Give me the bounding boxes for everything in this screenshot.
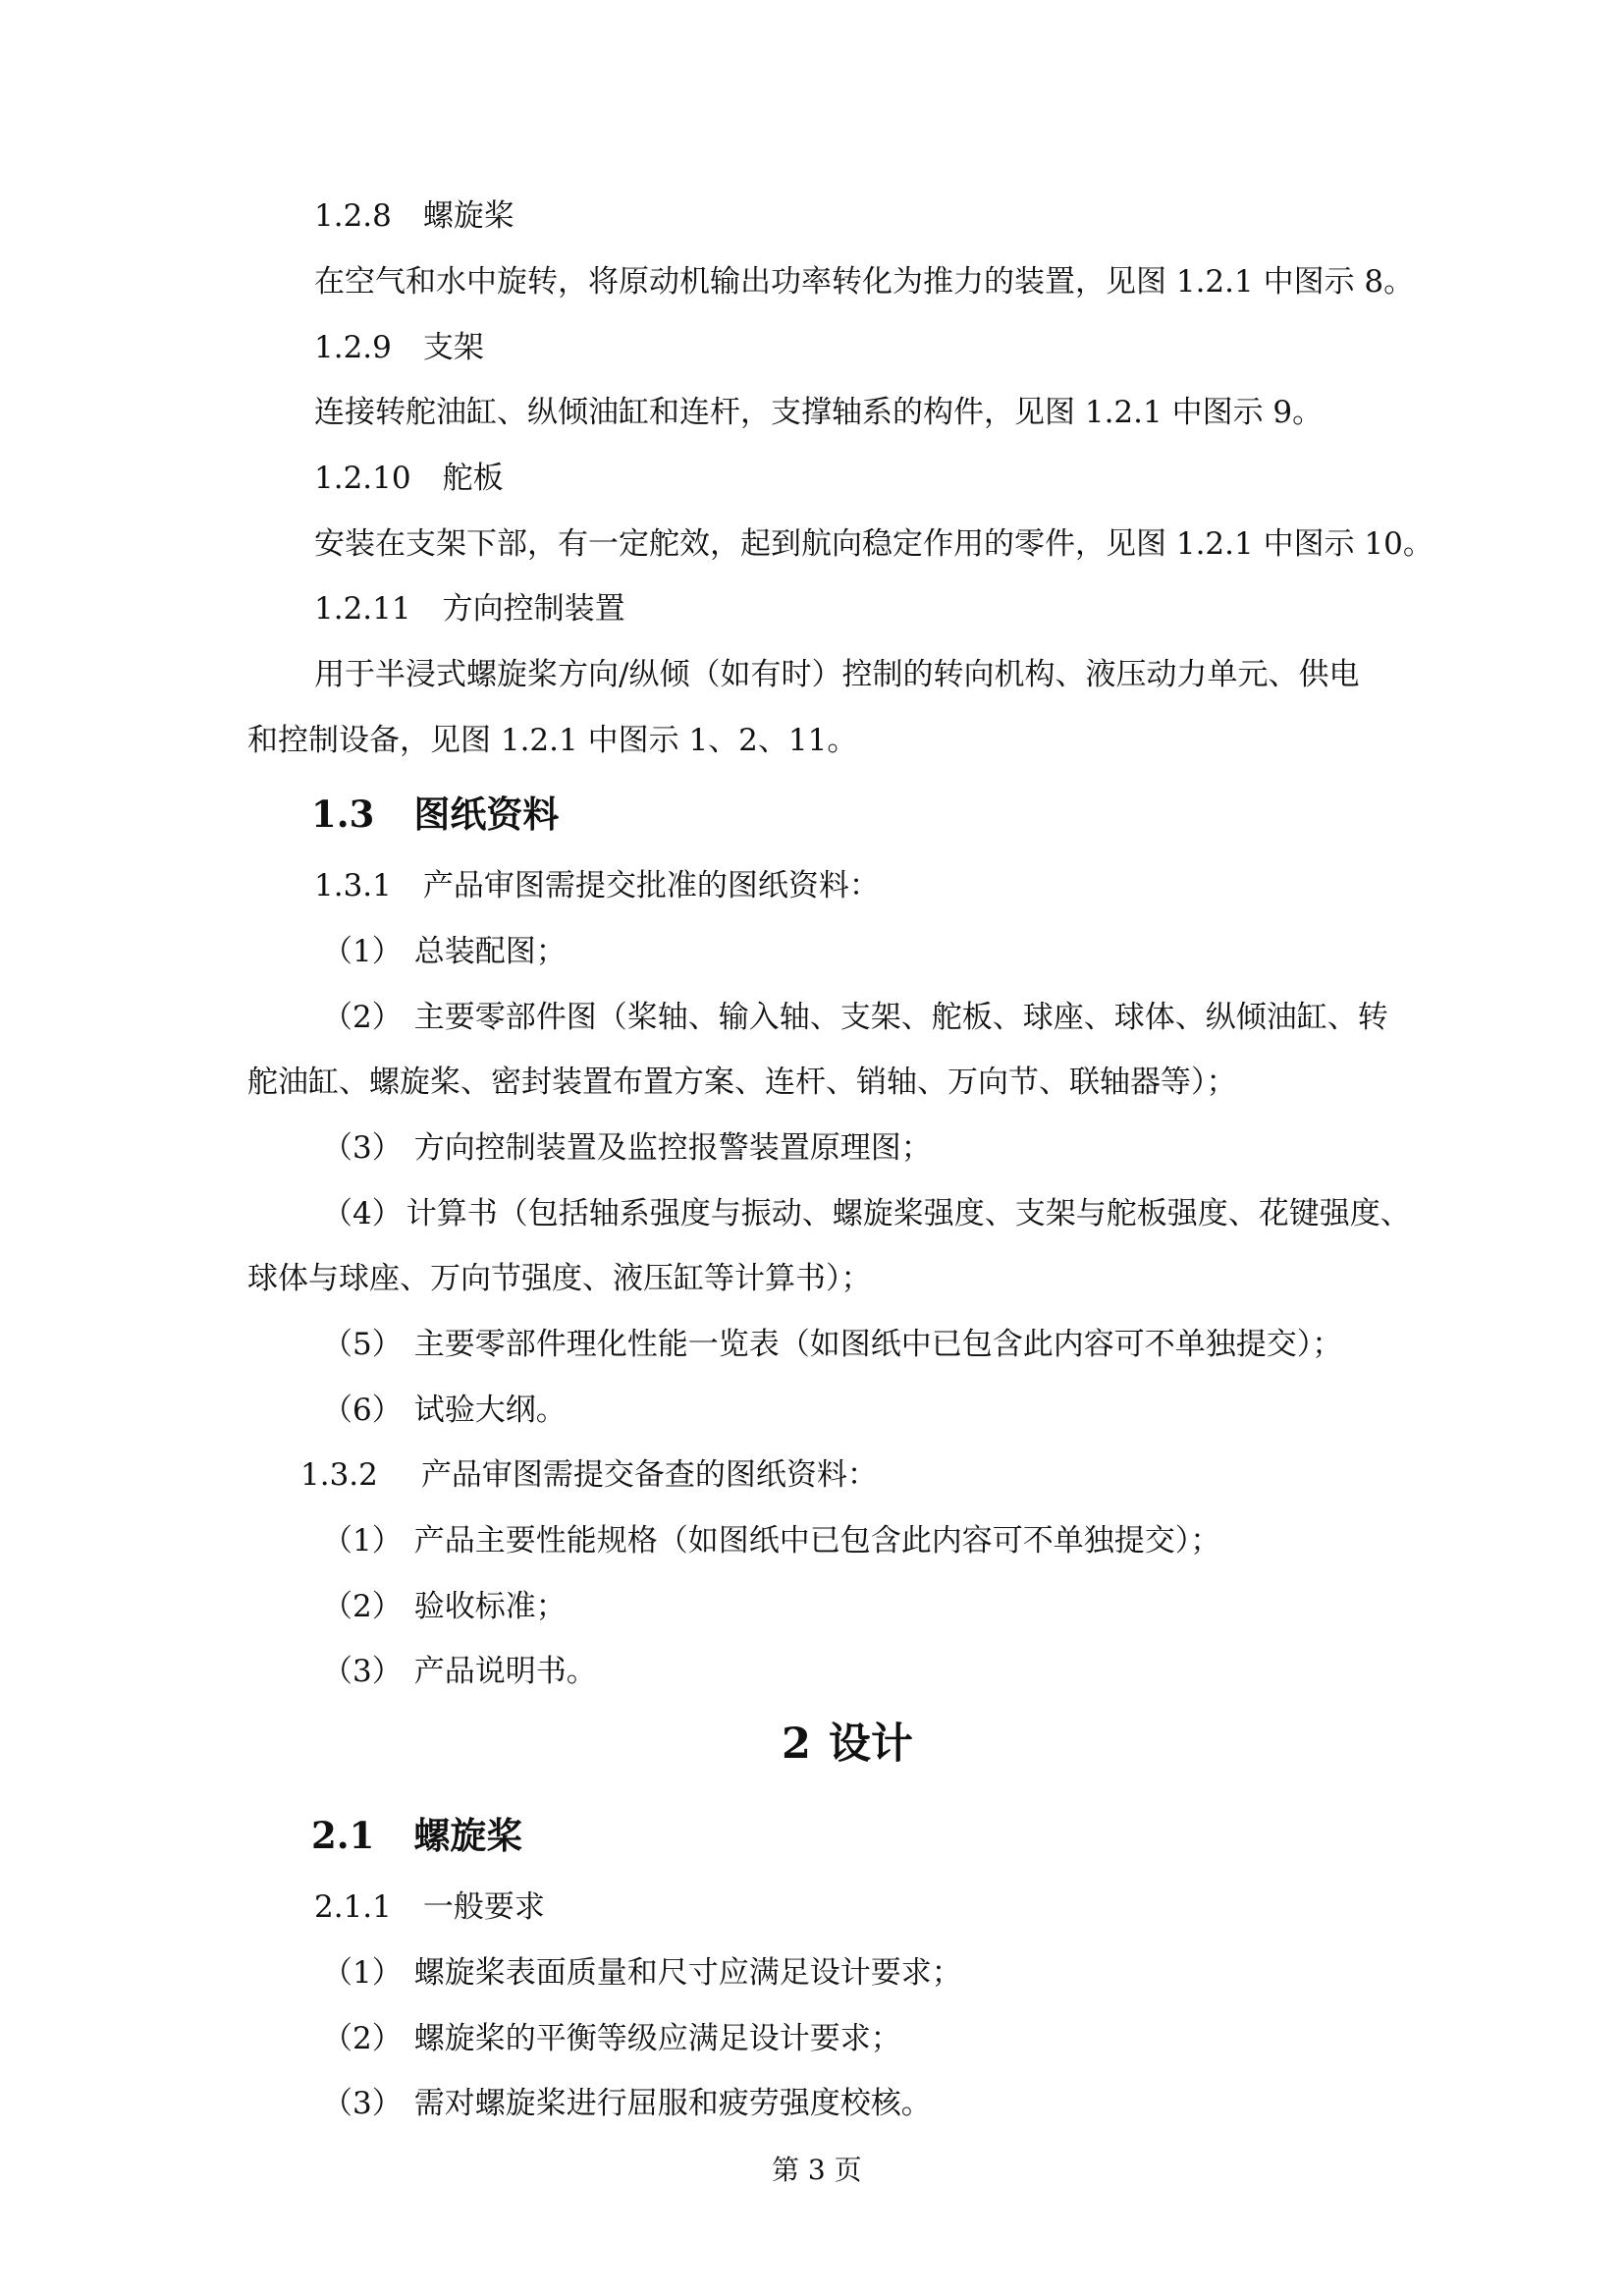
section-title: 支架 [422,330,484,365]
section-1-3-2-heading [300,1453,878,1497]
paragraph: 连接转舵油缸、纵倾油缸和连杆，支撑轴系的构件，见图 1.2.1 中图示 9。 [314,395,1324,430]
section-number: 1.2.10 [314,461,411,496]
heading-title: 图纸资料 [413,793,560,836]
item-text: 主要零部件理化性能一览表（如图纸中已包含此内容可不单独提交）； [413,1327,1343,1362]
item-number: （2） [322,2021,403,2056]
section-number: 1.2.8 [314,198,392,234]
list-item [322,1323,1342,1366]
list-item-continuation: 舵油缸、螺旋桨、密封装置布置方案、连杆、销轴、万向节、联轴器等）； [247,1065,1237,1100]
section-number: 2.1.1 [314,1889,392,1925]
heading-number: 1.3 [311,793,375,836]
paragraph-line-2: 和控制设备，见图 1.2.1 中图示 1、2、11。 [247,723,858,758]
section-title: 产品审图需提交批准的图纸资料： [422,868,880,903]
heading-number: 2.1 [311,1814,375,1857]
item-text: 试验大纲。 [413,1393,567,1428]
section-2-1-1-heading [314,1886,545,1929]
chapter-title: 设计 [828,1720,913,1769]
section-title: 舵板 [442,461,504,496]
item-number: （2） [322,1000,403,1035]
section-title: 产品审图需提交备查的图纸资料： [420,1457,878,1493]
chapter-2-title [782,1717,913,1772]
section-1-2-9-heading [314,326,484,369]
item-text: 需对螺旋桨进行屈服和疲劳强度校核。 [413,2086,932,2121]
list-item [322,1951,962,1995]
list-item [322,996,1388,1039]
section-title: 一般要求 [422,1889,545,1925]
list-item [322,1192,1411,1235]
chapter-number: 2 [782,1720,811,1769]
item-text: 产品主要性能规格（如图纸中已包含此内容可不单独提交）； [413,1523,1221,1558]
section-number: 1.2.9 [314,330,392,365]
list-item [322,1650,597,1693]
item-number: （4） [322,1196,403,1231]
paragraph-line-1: 用于半浸式螺旋桨方向/纵倾（如有时）控制的转向机构、液压动力单元、供电 [314,657,1360,692]
heading-2-1 [311,1811,522,1860]
item-text: 产品说明书。 [413,1654,597,1689]
section-title: 螺旋桨 [422,198,514,234]
section-1-2-8-heading [314,194,514,238]
list-item [322,2017,901,2060]
list-item [322,2082,932,2125]
list-item-continuation: 球体与球座、万向节强度、液压缸等计算书）； [247,1261,872,1296]
section-title: 方向控制装置 [442,591,625,627]
item-number: （3） [322,1130,403,1166]
list-item [322,1585,567,1628]
item-number: （3） [322,1654,403,1689]
section-number: 1.3.2 [300,1457,378,1493]
item-number: （3） [322,2086,403,2121]
paragraph: 在空气和水中旋转，将原动机输出功率转化为推力的装置，见图 1.2.1 中图示 8。 [314,264,1415,300]
section-1-2-11-heading [314,587,625,630]
heading-1-3 [311,790,559,839]
list-item [322,1126,932,1170]
item-number: （1） [322,934,403,969]
item-text: 主要零部件图（桨轴、输入轴、支架、舵板、球座、球体、纵倾油缸、转 [413,1000,1388,1035]
item-text: 螺旋桨的平衡等级应满足设计要求； [413,2021,901,2056]
list-item [322,1519,1220,1562]
list-item [322,1389,567,1432]
section-1-3-1-heading [314,864,880,907]
item-number: （5） [322,1327,403,1362]
section-number: 1.2.11 [314,591,411,627]
item-text: 总装配图； [413,934,567,969]
heading-title: 螺旋桨 [413,1814,523,1857]
item-text: 螺旋桨表面质量和尺寸应满足设计要求； [413,1955,962,1991]
item-number: （1） [322,1955,403,1991]
paragraph: 安装在支架下部，有一定舵效，起到航向稳定作用的零件，见图 1.2.1 中图示 10。 [314,526,1434,562]
item-number: （6） [322,1393,403,1428]
item-text: 方向控制装置及监控报警装置原理图； [413,1130,932,1166]
list-item [322,930,567,973]
item-number: （2） [322,1589,403,1624]
item-number: （1） [322,1523,403,1558]
item-text: 验收标准； [413,1589,567,1624]
section-number: 1.3.1 [314,868,392,903]
page-number: 第 3 页 [772,2154,862,2186]
item-text: 计算书（包括轴系强度与振动、螺旋桨强度、支架与舵板强度、花键强度、 [406,1196,1411,1231]
section-1-2-10-heading [314,457,504,500]
